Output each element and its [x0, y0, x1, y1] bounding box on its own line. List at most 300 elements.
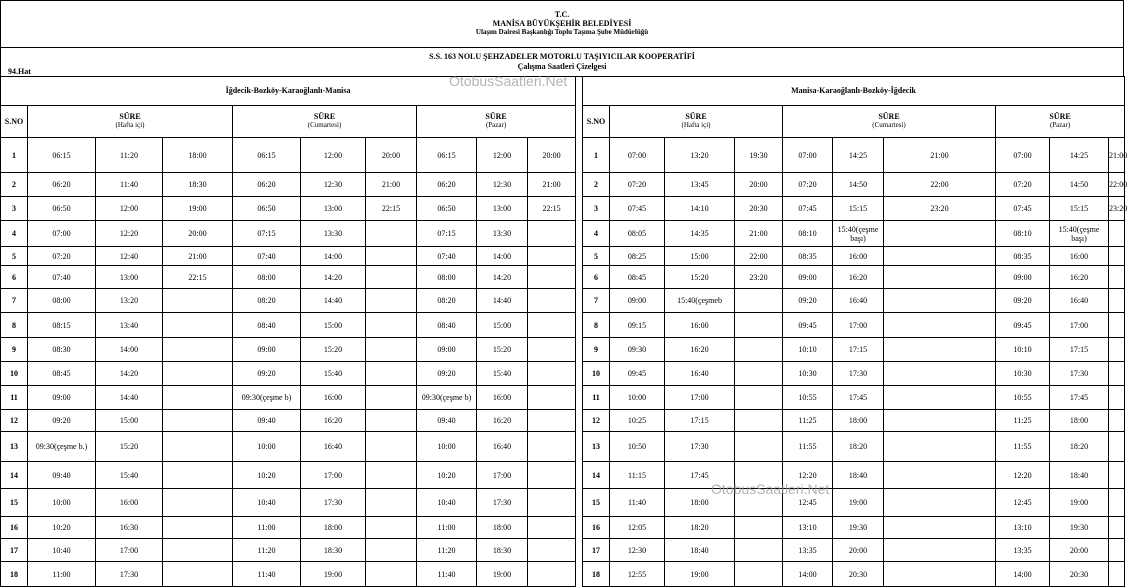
header-cooperative: S.S. 163 NOLU ŞEHZADELER MOTORLU TAŞIYICILAR KOOPERATİFİ	[429, 52, 695, 61]
time-cell: 16:40	[477, 431, 528, 462]
time-cell	[528, 517, 576, 538]
time-cell: 22:00	[1109, 173, 1125, 196]
time-cell	[528, 337, 576, 362]
time-cell: 16:20	[833, 266, 884, 288]
row-number: 6	[1, 266, 28, 288]
time-cell: 16:40	[1050, 288, 1109, 313]
time-cell: 09:20	[417, 362, 477, 385]
time-cell: 11:20	[417, 538, 477, 561]
table-row	[1, 137, 576, 173]
header-department: Ulaşım Dairesi Başkanlığı Toplu Taşıma Şube Müdürlüğü	[475, 28, 649, 36]
time-cell: 19:30	[1050, 517, 1109, 538]
time-cell: 09:20	[996, 288, 1050, 313]
table-row	[1, 562, 576, 587]
time-cell: 15:15	[1050, 196, 1109, 221]
time-cell: 16:40	[833, 288, 884, 313]
time-cell: 18:00	[301, 517, 366, 538]
time-cell: 12:00	[96, 196, 163, 221]
time-cell: 10:20	[417, 462, 477, 489]
time-cell: 13:10	[996, 517, 1050, 538]
time-cell	[366, 313, 417, 338]
time-cell: 17:00	[1050, 313, 1109, 338]
time-cell: 15:00	[665, 246, 735, 265]
time-cell: 18:30	[163, 173, 233, 196]
sure-label: SÜRE	[1049, 112, 1071, 122]
time-cell: 19:00	[163, 196, 233, 221]
time-cell	[366, 431, 417, 462]
time-cell: 18:20	[833, 431, 884, 462]
time-cell	[1109, 266, 1125, 288]
time-cell: 08:45	[610, 266, 665, 288]
time-cell: 06:20	[233, 173, 301, 196]
row-number: 15	[1, 488, 28, 517]
time-cell	[735, 313, 783, 338]
right-title-row	[583, 76, 1125, 106]
time-cell: 16:30	[96, 517, 163, 538]
row-number: 13	[583, 431, 610, 462]
row-number: 5	[583, 246, 610, 265]
time-cell	[163, 362, 233, 385]
time-cell: 14:40	[477, 288, 528, 313]
time-cell: 16:20	[477, 410, 528, 431]
time-cell: 20:00	[366, 137, 417, 173]
time-cell: 08:40	[233, 313, 301, 338]
time-cell	[528, 288, 576, 313]
time-cell: 14:40	[301, 288, 366, 313]
time-cell: 17:00	[301, 462, 366, 489]
table-row	[583, 313, 1125, 338]
time-cell: 09:45	[996, 313, 1050, 338]
row-number: 12	[1, 410, 28, 431]
time-cell: 09:30(çeşme b)	[233, 385, 301, 410]
time-cell	[735, 410, 783, 431]
time-cell	[366, 288, 417, 313]
time-cell	[1109, 385, 1125, 410]
time-cell: 12:20	[783, 462, 833, 489]
line-number: 94.Hat	[8, 67, 31, 76]
time-cell: 10:10	[996, 337, 1050, 362]
time-cell: 10:55	[996, 385, 1050, 410]
time-cell	[884, 431, 996, 462]
time-cell: 10:20	[28, 517, 96, 538]
time-cell: 09:20	[233, 362, 301, 385]
table-row	[583, 538, 1125, 561]
time-cell	[528, 246, 576, 265]
time-cell: 11:15	[610, 462, 665, 489]
time-cell: 16:20	[301, 410, 366, 431]
time-cell: 17:15	[833, 337, 884, 362]
left-saturday-header	[233, 106, 417, 138]
time-cell: 17:00	[833, 313, 884, 338]
time-cell: 18:00	[1050, 410, 1109, 431]
row-number: 4	[1, 221, 28, 247]
time-cell: 17:00	[665, 385, 735, 410]
time-cell: 06:15	[28, 137, 96, 173]
time-cell	[884, 221, 996, 247]
time-cell	[163, 462, 233, 489]
watermark-top: OtobusSaatleri.Net	[449, 73, 568, 89]
time-cell: 15:20	[301, 337, 366, 362]
time-cell	[366, 517, 417, 538]
time-cell	[1109, 462, 1125, 489]
table-row	[583, 246, 1125, 265]
time-cell: 11:40	[417, 562, 477, 587]
time-cell: 19:00	[477, 562, 528, 587]
time-cell	[163, 517, 233, 538]
table-row	[583, 562, 1125, 587]
time-cell: 07:20	[783, 173, 833, 196]
time-cell	[163, 488, 233, 517]
time-cell: 14:25	[1050, 137, 1109, 173]
time-cell: 09:00	[233, 337, 301, 362]
time-cell: 18:00	[477, 517, 528, 538]
time-cell: 13:35	[996, 538, 1050, 561]
table-row	[583, 337, 1125, 362]
time-cell: 13:10	[783, 517, 833, 538]
time-cell: 06:20	[417, 173, 477, 196]
row-number: 7	[583, 288, 610, 313]
time-cell: 15:20	[477, 337, 528, 362]
time-cell	[735, 362, 783, 385]
time-cell: 10:40	[233, 488, 301, 517]
weekday-label: (Hafta içi)	[115, 121, 145, 130]
time-cell	[884, 266, 996, 288]
time-cell	[528, 385, 576, 410]
right-weekday-header	[610, 106, 783, 138]
time-cell	[884, 462, 996, 489]
time-cell: 08:35	[996, 246, 1050, 265]
time-cell	[884, 410, 996, 431]
time-cell: 16:00	[833, 246, 884, 265]
time-cell: 09:30(çeşme b.)	[28, 431, 96, 462]
time-cell: 10:10	[783, 337, 833, 362]
time-cell: 15:40(çeşmeb	[665, 288, 735, 313]
time-cell: 08:10	[783, 221, 833, 247]
time-cell: 12:00	[477, 137, 528, 173]
time-cell: 15:40	[477, 362, 528, 385]
time-cell	[735, 385, 783, 410]
time-cell	[366, 362, 417, 385]
time-cell	[1109, 337, 1125, 362]
time-cell: 07:00	[996, 137, 1050, 173]
time-cell	[884, 517, 996, 538]
time-cell: 11:55	[783, 431, 833, 462]
time-cell: 10:30	[996, 362, 1050, 385]
time-cell	[1109, 246, 1125, 265]
row-number: 14	[583, 462, 610, 489]
time-cell	[735, 562, 783, 587]
time-cell: 07:45	[996, 196, 1050, 221]
time-cell	[163, 288, 233, 313]
time-cell: 23:20	[884, 196, 996, 221]
time-cell	[884, 488, 996, 517]
time-cell	[1109, 288, 1125, 313]
time-cell: 14:00	[301, 246, 366, 265]
time-cell: 08:15	[28, 313, 96, 338]
time-cell: 11:40	[610, 488, 665, 517]
time-cell: 14:00	[996, 562, 1050, 587]
row-number: 13	[1, 431, 28, 462]
time-cell: 14:00	[477, 246, 528, 265]
time-cell: 16:00	[477, 385, 528, 410]
time-cell: 20:00	[163, 221, 233, 247]
time-cell: 18:30	[301, 538, 366, 561]
time-cell: 16:20	[1050, 266, 1109, 288]
header-tc: T.C.	[554, 10, 570, 19]
time-cell	[884, 246, 996, 265]
time-cell: 19:00	[665, 562, 735, 587]
row-number: 18	[1, 562, 28, 587]
table-row	[583, 385, 1125, 410]
time-cell: 07:15	[233, 221, 301, 247]
time-cell: 18:00	[163, 137, 233, 173]
time-cell: 18:00	[665, 488, 735, 517]
time-cell: 08:20	[233, 288, 301, 313]
table-row	[1, 313, 576, 338]
time-cell: 12:30	[610, 538, 665, 561]
row-number: 8	[583, 313, 610, 338]
time-cell	[884, 385, 996, 410]
table-row	[583, 362, 1125, 385]
time-cell: 10:20	[233, 462, 301, 489]
time-cell: 21:00	[884, 137, 996, 173]
time-cell: 12:20	[996, 462, 1050, 489]
table-row	[583, 517, 1125, 538]
time-cell	[366, 266, 417, 288]
table-row	[1, 517, 576, 538]
time-cell: 14:20	[301, 266, 366, 288]
time-cell: 20:00	[528, 137, 576, 173]
left-weekday-header	[28, 106, 233, 138]
time-cell: 17:15	[1050, 337, 1109, 362]
time-cell: 09:15	[610, 313, 665, 338]
time-cell	[528, 362, 576, 385]
row-number: 16	[1, 517, 28, 538]
table-row	[583, 221, 1125, 247]
time-cell	[163, 410, 233, 431]
header-municipality: MANİSA BÜYÜKŞEHİR BELEDİYESİ	[492, 19, 632, 28]
table-row	[1, 266, 576, 288]
table-row	[583, 266, 1125, 288]
time-cell	[528, 562, 576, 587]
table-row	[583, 196, 1125, 221]
time-cell: 18:20	[1050, 431, 1109, 462]
time-cell: 09:45	[783, 313, 833, 338]
right-sunday-header	[996, 106, 1125, 138]
time-cell: 15:00	[477, 313, 528, 338]
right-sno-header: S.NO	[583, 106, 610, 138]
time-cell	[163, 385, 233, 410]
time-cell: 18:20	[665, 517, 735, 538]
time-cell: 13:35	[783, 538, 833, 561]
time-cell	[735, 431, 783, 462]
time-cell: 17:30	[477, 488, 528, 517]
time-cell: 10:40	[28, 538, 96, 561]
table-row	[583, 462, 1125, 489]
table-row	[583, 488, 1125, 517]
time-cell	[1109, 431, 1125, 462]
right-saturday-header	[783, 106, 996, 138]
row-number: 6	[583, 266, 610, 288]
time-cell: 09:00	[417, 337, 477, 362]
row-number: 18	[583, 562, 610, 587]
time-cell: 19:00	[301, 562, 366, 587]
table-row	[583, 431, 1125, 462]
table-row	[583, 137, 1125, 173]
time-cell	[528, 488, 576, 517]
table-row	[1, 246, 576, 265]
table-row	[583, 173, 1125, 196]
time-cell	[528, 410, 576, 431]
time-cell: 14:50	[1050, 173, 1109, 196]
time-cell	[366, 462, 417, 489]
table-row	[583, 288, 1125, 313]
time-cell	[366, 221, 417, 247]
sure-label: SÜRE	[119, 112, 141, 122]
time-cell	[528, 462, 576, 489]
row-number: 7	[1, 288, 28, 313]
time-cell	[163, 538, 233, 561]
time-cell	[1109, 562, 1125, 587]
time-cell	[528, 221, 576, 247]
time-cell: 23:20	[735, 266, 783, 288]
time-cell: 11:55	[996, 431, 1050, 462]
saturday-label: (Cumartesi)	[307, 121, 342, 130]
time-cell: 10:40	[417, 488, 477, 517]
time-cell: 13:00	[301, 196, 366, 221]
sunday-label: (Pazar)	[1049, 121, 1071, 130]
time-cell: 09:40	[417, 410, 477, 431]
time-cell: 15:20	[96, 431, 163, 462]
time-cell	[1109, 221, 1125, 247]
time-cell	[1109, 488, 1125, 517]
time-cell: 12:05	[610, 517, 665, 538]
time-cell: 12:55	[610, 562, 665, 587]
time-cell: 15:15	[833, 196, 884, 221]
time-cell: 14:20	[96, 362, 163, 385]
time-cell	[735, 288, 783, 313]
row-number: 10	[1, 362, 28, 385]
time-cell: 07:00	[610, 137, 665, 173]
time-cell: 10:50	[610, 431, 665, 462]
time-cell: 17:00	[96, 538, 163, 561]
row-number: 17	[1, 538, 28, 561]
time-cell	[366, 562, 417, 587]
time-cell: 20:00	[735, 173, 783, 196]
sure-label: SÜRE	[485, 112, 507, 122]
time-cell: 15:40(çeşme başı)	[1050, 221, 1109, 247]
time-cell: 09:00	[783, 266, 833, 288]
row-number: 14	[1, 462, 28, 489]
header-schedule-title: Çalışma Saatleri Çizelgesi	[517, 62, 607, 71]
time-cell: 15:00	[96, 410, 163, 431]
time-cell: 19:00	[833, 488, 884, 517]
time-cell: 22:00	[735, 246, 783, 265]
time-cell	[1109, 362, 1125, 385]
time-cell: 13:00	[96, 266, 163, 288]
time-cell: 11:20	[96, 137, 163, 173]
time-cell: 21:00	[528, 173, 576, 196]
time-cell: 12:30	[477, 173, 528, 196]
time-cell: 22:15	[163, 266, 233, 288]
time-cell: 07:00	[783, 137, 833, 173]
row-number: 11	[583, 385, 610, 410]
row-number: 4	[583, 221, 610, 247]
time-cell: 16:40	[301, 431, 366, 462]
time-cell: 07:15	[417, 221, 477, 247]
time-cell	[884, 562, 996, 587]
table-row	[1, 385, 576, 410]
sure-label: SÜRE	[685, 112, 707, 122]
time-cell: 12:20	[96, 221, 163, 247]
time-cell: 21:00	[735, 221, 783, 247]
time-cell: 11:00	[28, 562, 96, 587]
row-number: 8	[1, 313, 28, 338]
row-number: 3	[1, 196, 28, 221]
time-cell	[163, 431, 233, 462]
time-cell: 22:15	[366, 196, 417, 221]
time-cell: 18:40	[1050, 462, 1109, 489]
time-cell: 14:40	[96, 385, 163, 410]
left-sunday-header	[417, 106, 576, 138]
time-cell: 14:35	[665, 221, 735, 247]
time-cell: 08:30	[28, 337, 96, 362]
time-cell: 06:15	[233, 137, 301, 173]
time-cell: 17:15	[665, 410, 735, 431]
time-cell: 17:45	[1050, 385, 1109, 410]
time-cell: 22:15	[528, 196, 576, 221]
time-cell: 10:00	[417, 431, 477, 462]
table-row	[1, 538, 576, 561]
time-cell: 11:25	[783, 410, 833, 431]
left-route-title: İğdecik-Bozköy-Karaoğlanlı-Manisa	[1, 76, 576, 106]
left-schedule-table	[0, 76, 576, 587]
time-cell: 18:00	[833, 410, 884, 431]
table-row	[583, 410, 1125, 431]
time-cell: 18:40	[833, 462, 884, 489]
time-cell: 16:00	[96, 488, 163, 517]
time-cell: 13:20	[665, 137, 735, 173]
time-cell: 07:45	[783, 196, 833, 221]
table-row	[1, 462, 576, 489]
table-row	[1, 173, 576, 196]
time-cell: 06:50	[28, 196, 96, 221]
time-cell: 12:30	[301, 173, 366, 196]
time-cell: 20:30	[735, 196, 783, 221]
time-cell: 13:45	[665, 173, 735, 196]
time-cell: 09:30(çeşme b)	[417, 385, 477, 410]
time-cell	[884, 538, 996, 561]
time-cell	[366, 246, 417, 265]
row-number: 2	[1, 173, 28, 196]
time-cell	[163, 562, 233, 587]
time-cell: 09:45	[610, 362, 665, 385]
time-cell: 09:20	[28, 410, 96, 431]
time-cell: 20:00	[833, 538, 884, 561]
time-cell: 10:30	[783, 362, 833, 385]
left-sno-header: S.NO	[1, 106, 28, 138]
time-cell: 08:00	[28, 288, 96, 313]
time-cell	[1109, 313, 1125, 338]
time-cell: 06:20	[28, 173, 96, 196]
time-cell: 10:00	[28, 488, 96, 517]
time-cell: 16:20	[665, 337, 735, 362]
time-cell: 14:00	[96, 337, 163, 362]
time-cell	[735, 538, 783, 561]
weekday-label: (Hafta içi)	[681, 121, 711, 130]
row-number: 11	[1, 385, 28, 410]
time-cell	[366, 410, 417, 431]
